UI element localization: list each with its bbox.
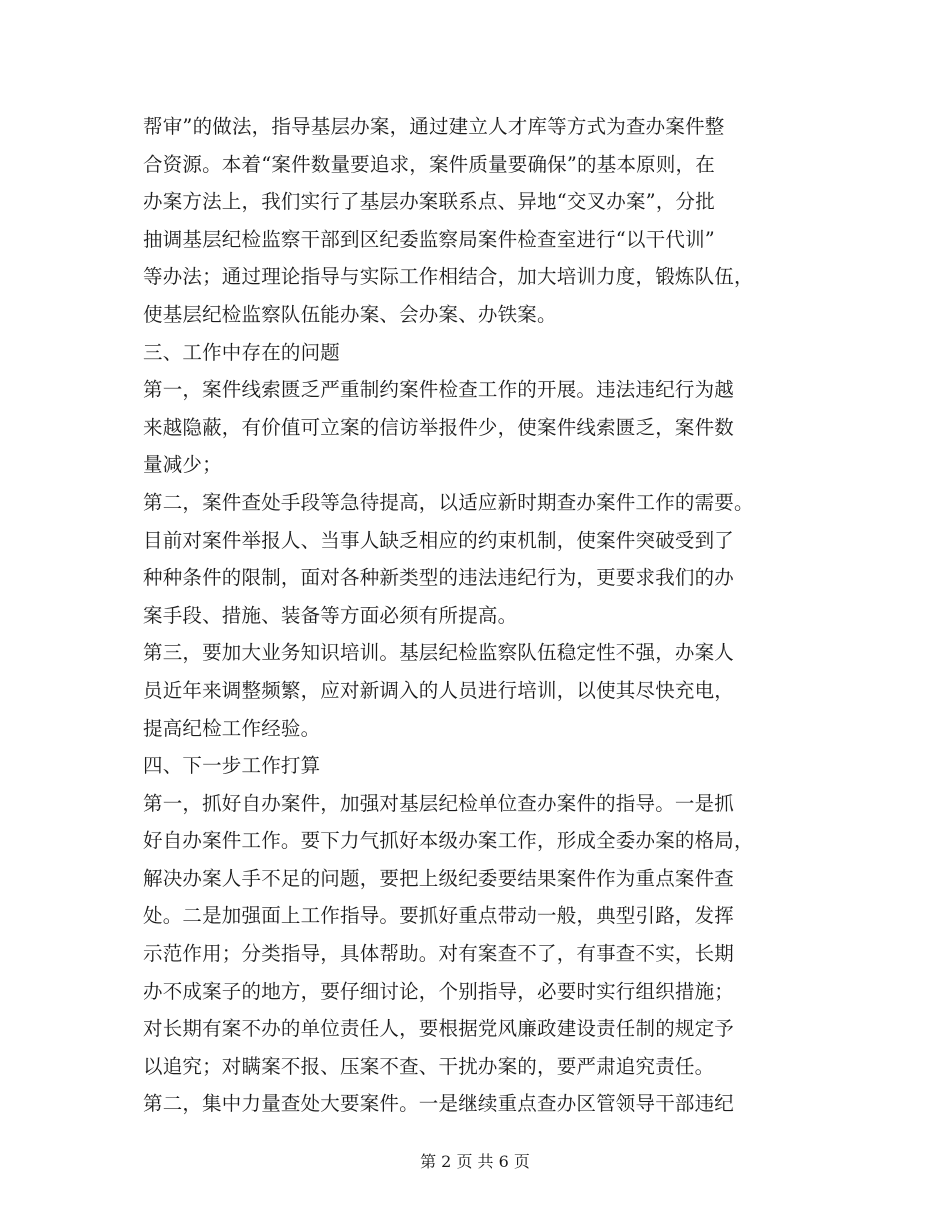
text-line: 种种条件的限制，面对各种新类型的违法违纪行为，更要求我们的办 [143,566,735,590]
text-line: 抽调基层纪检监察干部到区纪委监察局案件检查室进行“以干代训” [143,227,715,251]
text-line: 示范作用；分类指导，具体帮助。对有案查不了，有事查不实，长期 [143,942,735,966]
text-line: 第三，要加大业务知识培训。基层纪检监察队伍稳定性不强，办案人 [143,641,735,665]
section-heading: 三、工作中存在的问题 [143,340,341,364]
text-line: 对长期有案不办的单位责任人，要根据党风廉政建设责任制的规定予 [143,1017,735,1041]
text-line: 办案方法上，我们实行了基层办案联系点、异地“交叉办案”，分批 [143,190,715,214]
page-number-footer: 第 2 页 共 6 页 [420,1152,530,1171]
text-line: 第一，案件线索匮乏严重制约案件检查工作的开展。违法违纪行为越 [143,378,735,402]
text-line: 使基层纪检监察队伍能办案、会办案、办铁案。 [143,302,557,326]
text-line: 解决办案人手不足的问题，要把上级纪委要结果案件作为重点案件查 [143,866,735,890]
text-line: 办不成案子的地方，要仔细讨论，个别指导，必要时实行组织措施； [143,979,735,1003]
text-line: 等办法；通过理论指导与实际工作相结合，加大培训力度，锻炼队伍， [143,265,754,289]
text-line: 目前对案件举报人、当事人缺乏相应的约束机制，使案件突破受到了 [143,528,735,552]
document-body [143,108,815,1123]
text-line: 第一，抓好自办案件，加强对基层纪检单位查办案件的指导。一是抓 [143,791,735,815]
text-line: 案手段、措施、装备等方面必须有所提高。 [143,603,518,627]
text-line: 提高纪检工作经验。 [143,716,321,740]
text-line: 第二，集中力量查处大要案件。一是继续重点查办区管领导干部违纪 [143,1092,735,1116]
text-line: 帮审”的做法，指导基层办案，通过建立人才库等方式为查办案件整 [143,115,725,138]
text-line: 员近年来调整频繁，应对新调入的人员进行培训，以使其尽快充电， [143,678,735,702]
text-line: 第二，案件查处手段等急待提高，以适应新时期查办案件工作的需要。 [143,490,754,514]
text-line: 来越隐蔽，有价值可立案的信访举报件少，使案件线索匮乏，案件数 [143,415,735,439]
section-heading: 四、下一步工作打算 [143,754,321,778]
text-line: 处。二是加强面上工作指导。要抓好重点带动一般，典型引路，发挥 [143,904,735,928]
text-line: 量减少； [143,453,222,477]
text-line: 合资源。本着“案件数量要追求，案件质量要确保”的基本原则，在 [143,152,715,176]
text-line: 好自办案件工作。要下力气抓好本级办案工作，形成全委办案的格局， [143,829,754,853]
text-line: 以追究；对瞒案不报、压案不查、干扰办案的，要严肃追究责任。 [143,1054,715,1078]
